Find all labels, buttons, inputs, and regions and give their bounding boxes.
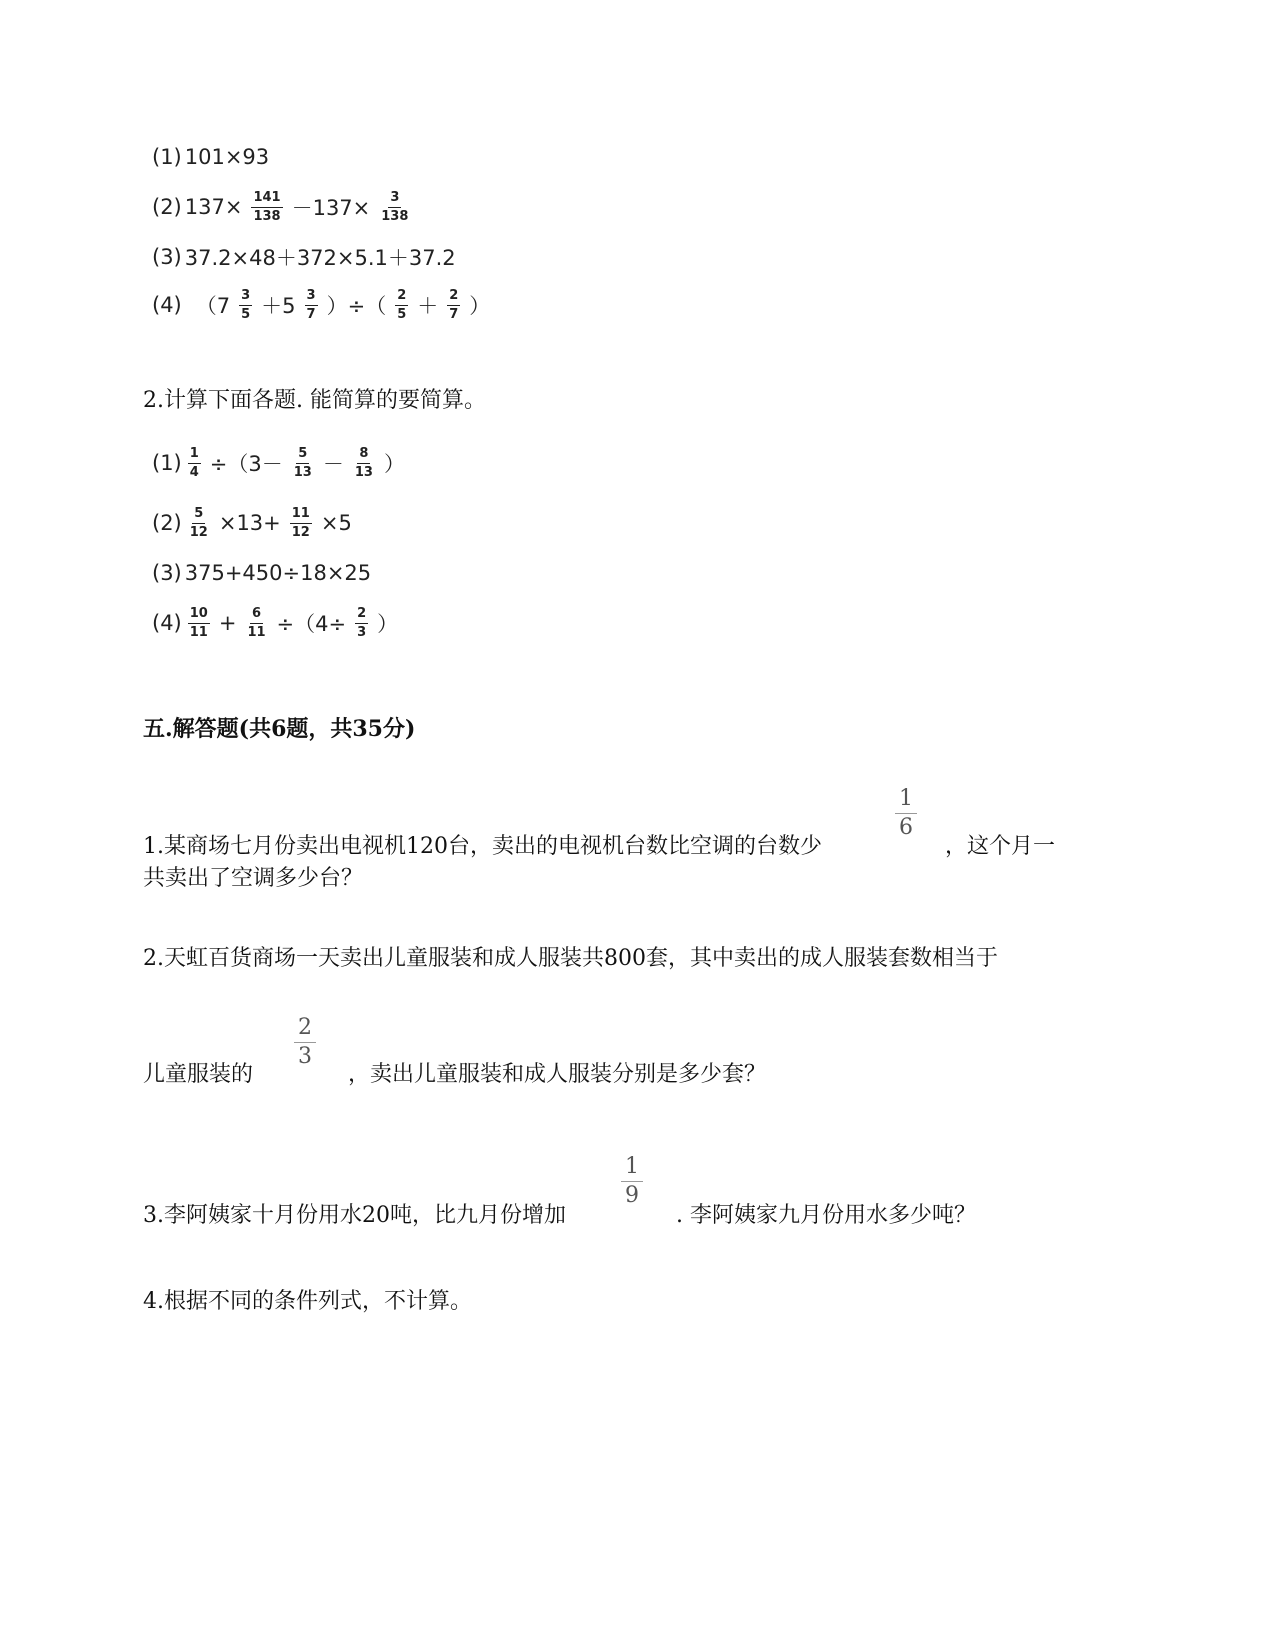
- calc-item: [152, 498, 355, 548]
- problem-4: 4.根据不同的条件列式，不计算。: [143, 1289, 472, 1314]
- fraction: [188, 607, 210, 640]
- item-label: (4): [152, 293, 182, 317]
- calc-item: [152, 280, 493, 330]
- fraction: [292, 447, 314, 480]
- fraction: [245, 607, 267, 640]
- numerator: 2: [447, 289, 460, 306]
- numerator: 5: [296, 447, 309, 464]
- denominator: 13: [354, 464, 373, 480]
- fraction: [294, 1016, 316, 1069]
- expression: 375+450÷18×25: [184, 561, 372, 585]
- problem-1-line-1: 1.某商场七月份卖出电视机120台，卖出的电视机台数比空调的台数少: [143, 834, 822, 859]
- numerator: 2: [395, 289, 408, 306]
- denominator: 5: [241, 306, 251, 322]
- item-label: (2): [152, 195, 182, 219]
- item-label: (4): [152, 611, 182, 635]
- expression-part: ）: [469, 294, 491, 318]
- expression-part: ÷（4÷: [276, 612, 347, 636]
- numerator: 1: [188, 447, 201, 464]
- item-label: (1): [152, 145, 182, 169]
- fraction: [355, 607, 368, 640]
- numerator: 2: [294, 1016, 316, 1043]
- item-label: (1): [152, 451, 182, 475]
- expression-part: +: [218, 611, 237, 635]
- expression-part: －137×: [291, 196, 371, 220]
- fraction: [188, 507, 210, 540]
- expression: 37.2×48＋372×5.1＋37.2: [184, 246, 456, 270]
- numerator: 3: [239, 289, 252, 306]
- fraction: [395, 289, 408, 322]
- calc-item: [152, 548, 374, 598]
- problem-3-after-fraction: . 李阿姨家九月份用水多少吨？: [676, 1203, 976, 1228]
- expression-part: ）: [377, 612, 399, 636]
- expression-part: ＋: [417, 294, 439, 318]
- numerator: 11: [290, 507, 312, 524]
- numerator: 6: [250, 607, 263, 624]
- denominator: 3: [357, 624, 367, 640]
- expression: 101×93: [184, 145, 270, 169]
- problem-3-before-fraction: 3.李阿姨家十月份用水20吨，比九月份增加: [143, 1203, 566, 1228]
- calc-item: [152, 598, 401, 648]
- fraction: [239, 289, 252, 322]
- denominator: 11: [247, 624, 266, 640]
- numerator: 1: [621, 1155, 643, 1182]
- denominator: 6: [899, 815, 913, 840]
- numerator: 1: [895, 787, 917, 814]
- denominator: 138: [381, 208, 409, 224]
- denominator: 138: [253, 208, 281, 224]
- denominator: 12: [291, 524, 310, 540]
- section-heading: 五.解答题(共6题，共35分): [143, 716, 416, 742]
- expression-part: （7: [195, 294, 231, 318]
- expression-part: ）÷（: [326, 294, 387, 318]
- fraction: [895, 787, 917, 840]
- expression-part: 137×: [184, 195, 243, 219]
- denominator: 12: [189, 524, 208, 540]
- numerator: 2: [355, 607, 368, 624]
- expression-part: ＋5: [261, 294, 296, 318]
- calc-item: [152, 132, 272, 182]
- fraction: [447, 289, 460, 322]
- fraction: [379, 191, 410, 224]
- fraction: [188, 447, 201, 480]
- denominator: 9: [625, 1183, 639, 1208]
- denominator: 4: [189, 464, 199, 480]
- item-label: (3): [152, 561, 182, 585]
- calc-item: [152, 182, 416, 232]
- problem-2-line-1: 2.天虹百货商场一天卖出儿童服装和成人服装共800套，其中卖出的成人服装套数相当于: [143, 946, 998, 971]
- numerator: 8: [357, 447, 370, 464]
- problem-1-line-2: 共卖出了空调多少台？: [143, 866, 364, 891]
- problem-1-after-fraction: ，这个月一: [945, 834, 1056, 859]
- numerator: 141: [251, 191, 282, 208]
- calc-item: [152, 232, 459, 282]
- fraction: [353, 447, 375, 480]
- fraction: [305, 289, 318, 322]
- expression-part: ×5: [320, 511, 352, 535]
- denominator: 13: [293, 464, 312, 480]
- numerator: 5: [192, 507, 205, 524]
- problem-2-before-fraction: 儿童服装的: [143, 1062, 254, 1087]
- expression-part: ×13+: [218, 511, 281, 535]
- fraction: [290, 507, 312, 540]
- calc-item: [152, 438, 408, 488]
- expression-part: ÷（3－: [209, 452, 283, 476]
- denominator: 7: [306, 306, 316, 322]
- numerator: 10: [188, 607, 210, 624]
- numerator: 3: [388, 191, 401, 208]
- problem-2-after-fraction: ，卖出儿童服装和成人服装分别是多少套？: [348, 1062, 767, 1087]
- fraction: [621, 1155, 643, 1208]
- numerator: 3: [305, 289, 318, 306]
- denominator: 11: [189, 624, 208, 640]
- denominator: 7: [449, 306, 459, 322]
- expression-part: －: [322, 452, 344, 476]
- denominator: 3: [298, 1044, 312, 1069]
- question-title: 2.计算下面各题. 能简算的要简算。: [143, 388, 486, 413]
- expression-part: ）: [383, 452, 405, 476]
- item-label: (2): [152, 511, 182, 535]
- item-label: (3): [152, 245, 182, 269]
- fraction: [251, 191, 282, 224]
- denominator: 5: [397, 306, 407, 322]
